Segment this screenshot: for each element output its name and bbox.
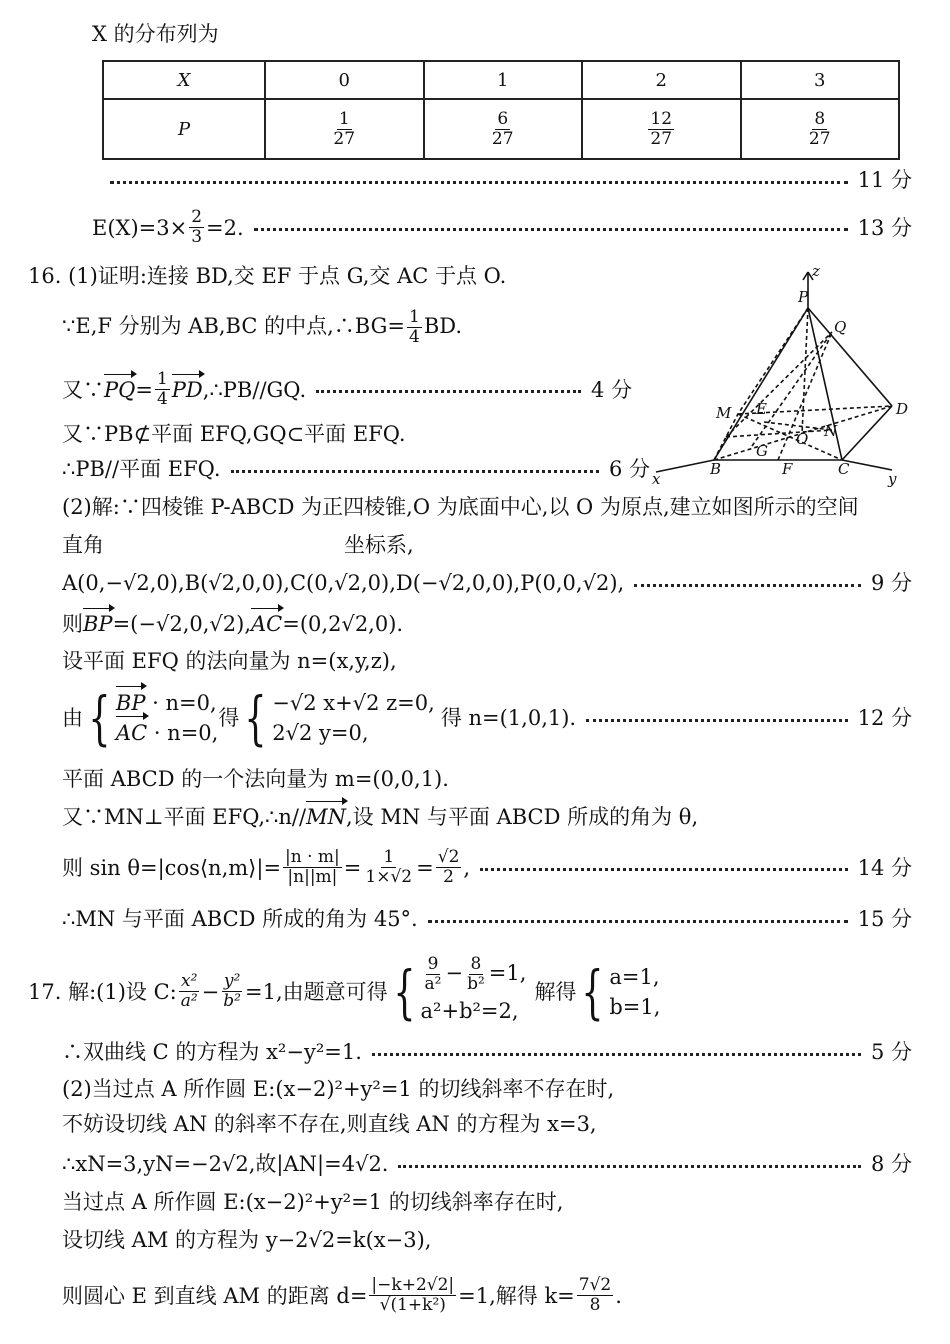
q16-line-10: 设平面 EFQ 的法向量为 n=(x,y,z),	[62, 649, 397, 673]
table-cell: P	[103, 99, 265, 159]
q16-line-4: 又∵PB⊄平面 EFQ,GQ⊂平面 EFQ.	[62, 422, 406, 446]
figure-label: F	[782, 460, 793, 478]
q17-line-7: 设切线 AM 的方程为 y−2√2=k(x−3),	[62, 1228, 432, 1252]
expectation-line: E(X)=3× $\frac{2}{3}$ =2. 13 分	[92, 207, 912, 247]
q16-line-7: 直角 坐标系,	[62, 533, 414, 557]
score-line-11	[110, 166, 912, 194]
table-cell: 0	[265, 61, 424, 99]
q16-system-line: 由 { BP · n=0, AC · n=0, 得 { −√2 x+√2 z=0, 2√2 y=0, 得 n=(1,0,1). 12 分	[62, 684, 912, 752]
figure-label: B	[710, 460, 722, 478]
figure-label: C	[838, 460, 850, 478]
q17-line-1: 17. 解:(1)设 C: $\frac{\text{x²}}{\text{a²}}$ − $\frac{\text{y²}}{\text{b²}}$ =1,由题意可得 { $\frac{9}{\text{a²}}$ − $\frac{8}{\text{b²}}$ =1, a²+b²=2, 解得 { a=1, b=1,	[28, 954, 661, 1026]
score: 8 分	[870, 1152, 912, 1176]
figure-label: N	[824, 422, 838, 440]
figure-label: P	[798, 288, 809, 306]
q16-line-3: 又∵ PQ = $\frac{1}{4}$ PD ,∴PB//GQ. 4 分	[62, 369, 632, 409]
table-row	[103, 61, 899, 99]
q16-coords-line: A(0,−√2,0),B(√2,0,0),C(0,√2,0),D(−√2,0,0),P(0,0,√2), 9 分	[62, 571, 912, 595]
q17-line-5: ∴xN=3,yN=−2√2,故|AN|=4√2. 8 分	[62, 1152, 912, 1176]
figure-label: y	[888, 470, 897, 488]
q17-line-3: (2)当过点 A 所作圆 E:(x−2)²+y²=1 的切线斜率不存在时,	[62, 1077, 615, 1101]
figure-label: z	[812, 262, 820, 280]
q17-line-8: 则圆心 E 到直线 AM 的距离 d= $\frac{|-k+2√2|}{\text{√(1+k²)}}$ =1,解得 k= $\frac{7√2}{8}$ .	[62, 1275, 622, 1315]
score: 4 分	[590, 377, 632, 402]
figure-label: Q	[834, 318, 847, 336]
q17-line-4: 不妨设切线 AN 的斜率不存在,则直线 AN 的方程为 x=3,	[62, 1112, 597, 1136]
score: 12 分	[857, 706, 912, 730]
pyramid-figure	[652, 262, 914, 488]
score: 13 分	[857, 215, 912, 240]
score: 14 分	[857, 855, 912, 880]
figure-label: E	[756, 400, 767, 418]
distribution-table	[102, 60, 900, 160]
figure-label: G	[756, 442, 768, 460]
score: 6 分	[608, 457, 650, 481]
table-cell: 3	[741, 61, 900, 99]
table-cell: $\frac{12}{27}$	[582, 99, 741, 159]
q16-line-13: 又∵MN⊥平面 EFQ,∴n//MN,设 MN 与平面 ABCD 所成的角为 θ,	[62, 805, 699, 829]
figure-label: D	[896, 400, 909, 418]
table-cell: $\frac{8}{27}$	[741, 99, 900, 159]
q16-sin-line: 则 sin θ=|cos⟨n,m⟩|= $\frac{|n \cdot m|}{|n||m|}$ = $\frac{1}{1\times√2}$ = $\frac{√2}{2}$ , 14 分	[62, 847, 912, 887]
table-cell: 2	[582, 61, 741, 99]
table-cell: $\frac{6}{27}$	[424, 99, 583, 159]
figure-label: x	[652, 470, 661, 488]
q16-line-5: ∴PB//平面 EFQ. 6 分	[62, 457, 650, 481]
table-cell: $\frac{1}{27}$	[265, 99, 424, 159]
q16-heading: 16. (1)证明:连接 BD,交 EF 于点 G,交 AC 于点 O.	[28, 264, 507, 288]
q16-line-15: ∴MN 与平面 ABCD 所成的角为 45°. 15 分	[62, 907, 912, 931]
q17-line-2: ∴双曲线 C 的方程为 x²−y²=1. 5 分	[62, 1040, 912, 1064]
q16-line-6: (2)解:∵四棱锥 P-ABCD 为正四棱锥,O 为底面中心,以 O 为原点,建立如图所示的空间	[62, 495, 859, 519]
figure-label: O	[796, 430, 809, 448]
q16-line-2: ∵E,F 分别为 AB,BC 的中点,∴BG= $\frac{1}{4}$ BD.	[62, 307, 463, 347]
score: 11 分	[857, 168, 912, 192]
table-cell: 1	[424, 61, 583, 99]
q17-line-6: 当过点 A 所作圆 E:(x−2)²+y²=1 的切线斜率存在时,	[62, 1190, 564, 1214]
score: 9 分	[870, 571, 912, 595]
score: 5 分	[870, 1040, 912, 1064]
figure-label: M	[716, 404, 732, 422]
table-cell: X	[103, 61, 265, 99]
score: 15 分	[857, 907, 912, 931]
q16-line-9: 则BP=(−√2,0,√2),AC=(0,2√2,0).	[62, 612, 404, 636]
table-row	[103, 99, 899, 159]
dist-title: X 的分布列为	[92, 22, 219, 46]
q16-line-12: 平面 ABCD 的一个法向量为 m=(0,0,1).	[62, 767, 449, 791]
